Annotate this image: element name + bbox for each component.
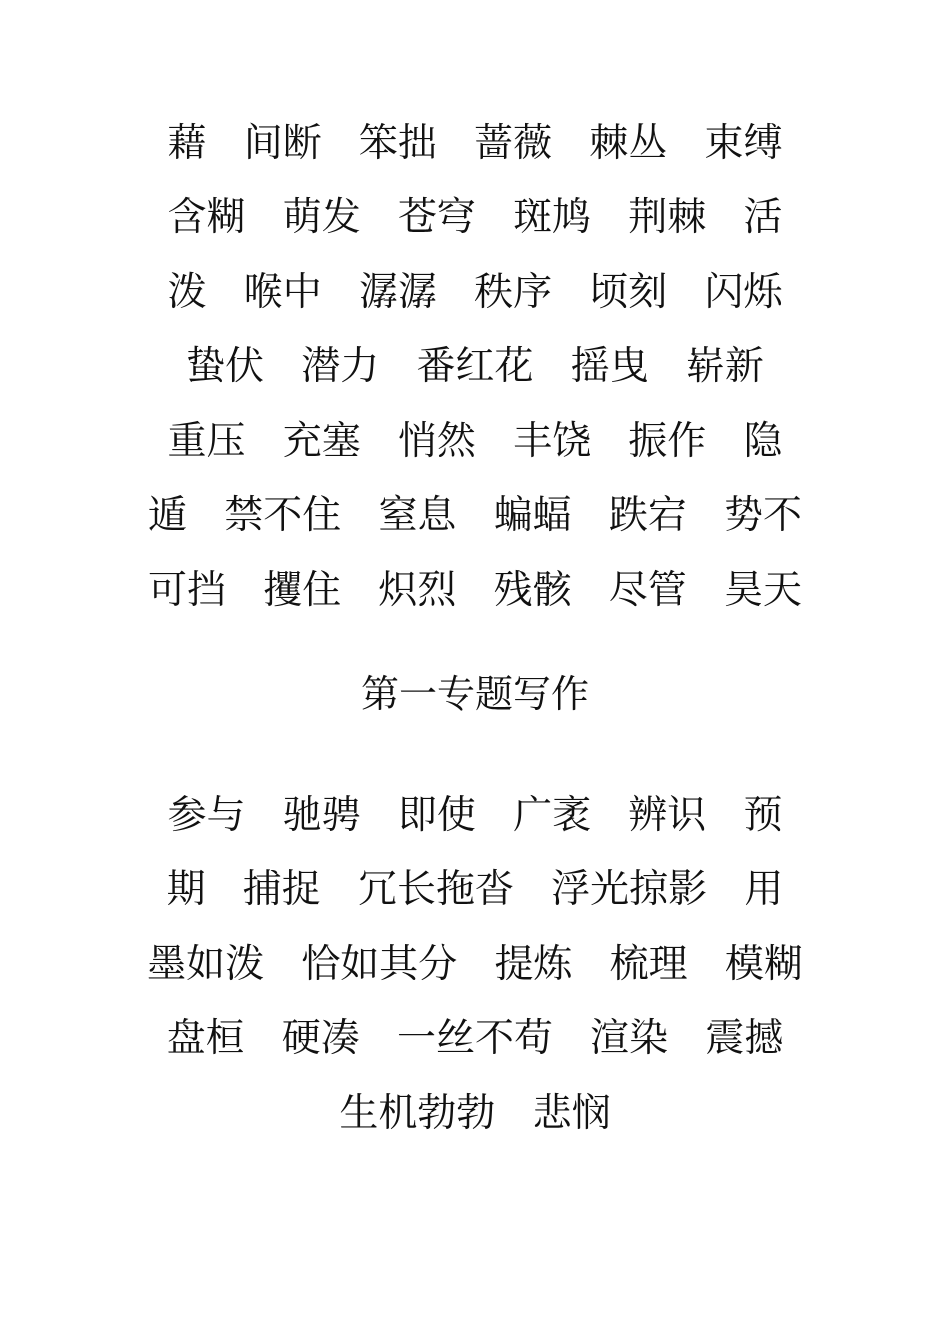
vocab-line: 盘桓 硬凑 一丝不苟 渲染 震撼 <box>166 1016 784 1061</box>
vocab-line: 蛰伏 潜力 番红花 摇曳 崭新 <box>186 344 764 389</box>
vocab-line: 遁 禁不住 窒息 蝙蝠 跌宕 势不 <box>148 493 802 538</box>
vocab-line: 泼 喉中 潺潺 秩序 顷刻 闪烁 <box>167 270 783 315</box>
vocab-line: 含糊 萌发 苍穹 斑鸠 荆棘 活 <box>167 195 783 240</box>
vocab-line: 期 捕捉 冗长拖沓 浮光掠影 用 <box>166 867 784 912</box>
vocab-line: 墨如泼 恰如其分 提炼 梳理 模糊 <box>147 942 803 987</box>
section-heading: 第一专题写作 <box>360 672 589 716</box>
vocab-line: 可挡 攫住 炽烈 残骸 尽管 昊天 <box>148 568 802 613</box>
vocab-line: 重压 充塞 悄然 丰饶 振作 隐 <box>167 419 783 464</box>
vocab-line: 参与 驰骋 即使 广袤 辨识 预 <box>167 793 783 838</box>
vocab-line: 生机勃勃 悲悯 <box>339 1091 611 1136</box>
vocab-line: 藉 间断 笨拙 蔷薇 棘丛 束缚 <box>167 121 783 166</box>
